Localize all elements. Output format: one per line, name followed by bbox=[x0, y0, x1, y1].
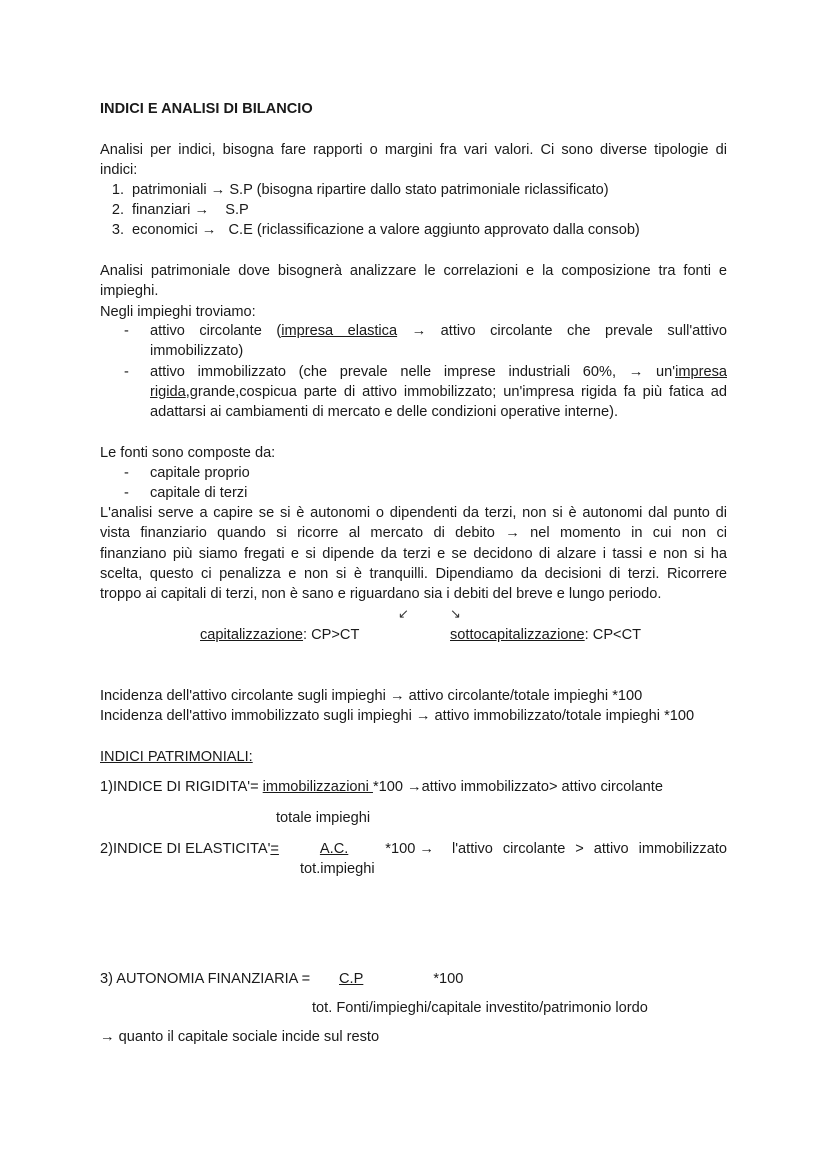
text-line: finanziano più siamo fregati e si dipende da terzi e se decidono di alzare i tassi e non si ha bbox=[100, 545, 727, 562]
arrow-down-left-icon: ↙ bbox=[398, 606, 409, 621]
text-line: Analisi per indici, bisogna fare rapporti o margini fra vari valori. Ci sono diverse tipologie di bbox=[100, 142, 727, 158]
autonomia-note: → quanto il capitale sociale incide sul resto bbox=[100, 1029, 380, 1045]
autonomia-denominator: tot. Fonti/impieghi/capitale investito/patrimonio lordo bbox=[312, 1000, 648, 1016]
elasticita-denominator: tot.impieghi bbox=[300, 861, 375, 877]
intro-paragraph bbox=[100, 140, 727, 181]
bullet-line: attivo immobilizzato (che prevale nelle imprese industriali 60%, → un'impresa bbox=[150, 364, 727, 380]
bullet-line: immobilizzato) bbox=[150, 343, 244, 359]
rigidita-formula: 1)INDICE DI RIGIDITA'= immobilizzazioni *100 →attivo immobilizzato> attivo circolante bbox=[100, 779, 663, 795]
text-line: Analisi patrimoniale dove bisognerà analizzare le correlazioni e la composizione tra fonti e bbox=[100, 263, 727, 279]
document-title: INDICI E ANALISI DI BILANCIO bbox=[100, 101, 313, 117]
numbered-item: 3. economici → C.E (riclassificazione a valore aggiunto approvato dalla consob) bbox=[111, 222, 640, 238]
fonti-heading: Le fonti sono composte da: bbox=[100, 445, 276, 461]
autonomia-numerator: C.P *100 bbox=[339, 971, 464, 987]
text-line: L'analisi serve a capire se si è autonomi o dipendenti da terzi, non si è autonomi dal punto di bbox=[100, 505, 727, 521]
text-line: indici: bbox=[100, 162, 138, 179]
text-line: vista finanziario quando si ricorre al mercato di debito → nel momento in cui non ci bbox=[100, 525, 727, 542]
sottocapitalizzazione-formula: sottocapitalizzazione: CP<CT bbox=[450, 627, 642, 643]
text-line: impieghi. bbox=[100, 283, 159, 300]
indici-heading: INDICI PATRIMONIALI: bbox=[100, 749, 253, 765]
dash-bullet: - bbox=[124, 323, 129, 339]
bullet-line: rigida,grande,cospicua parte di attivo immobilizzato; un'impresa rigida fa più fatica ad bbox=[150, 384, 727, 400]
text-line: Negli impieghi troviamo: bbox=[100, 303, 256, 320]
bullet-line: adattarsi ai cambiamenti di mercato e delle condizioni operative interne). bbox=[150, 404, 619, 420]
dash-bullet: - bbox=[124, 485, 129, 501]
rigidita-denominator: totale impieghi bbox=[276, 810, 371, 826]
dash-bullet: - bbox=[124, 465, 129, 481]
elasticita-formula: 2)INDICE DI ELASTICITA'= A.C. *100 → bbox=[100, 841, 434, 857]
text-line: troppo ai capitali di terzi, non è sano e riguardano sia i debiti del breve e lungo periodo. bbox=[100, 586, 662, 603]
bullet-line: attivo circolante (impresa elastica → attivo circolante che prevale sull'attivo bbox=[150, 323, 727, 339]
patrimoniale-paragraph bbox=[100, 261, 727, 322]
autonomia-formula: 3) AUTONOMIA FINANZIARIA = bbox=[100, 971, 311, 987]
incidenza-line: Incidenza dell'attivo immobilizzato sugli impieghi → attivo immobilizzato/totale impieghi *100 bbox=[100, 708, 695, 724]
capitalizzazione-formula: capitalizzazione: CP>CT bbox=[200, 627, 360, 643]
fonti-item: capitale di terzi bbox=[150, 485, 248, 501]
fonti-item: capitale proprio bbox=[150, 465, 250, 481]
fonti-paragraph bbox=[100, 503, 727, 604]
incidenza-line: Incidenza dell'attivo circolante sugli impieghi → attivo circolante/totale impieghi *100 bbox=[100, 688, 643, 704]
elasticita-result: l'attivo circolante > attivo immobilizzato bbox=[452, 841, 727, 857]
numbered-item: 2. finanziari → S.P bbox=[111, 202, 249, 218]
arrow-down-right-icon: ↘ bbox=[450, 606, 461, 621]
dash-bullet: - bbox=[124, 364, 129, 380]
text-line: scelta, questo ci penalizza e non si è tranquilli. Dipendiamo da decisioni di terzi. Ricorrere bbox=[100, 565, 727, 582]
numbered-item: 1. patrimoniali → S.P (bisogna ripartire dallo stato patrimoniale riclassificato) bbox=[111, 182, 609, 198]
